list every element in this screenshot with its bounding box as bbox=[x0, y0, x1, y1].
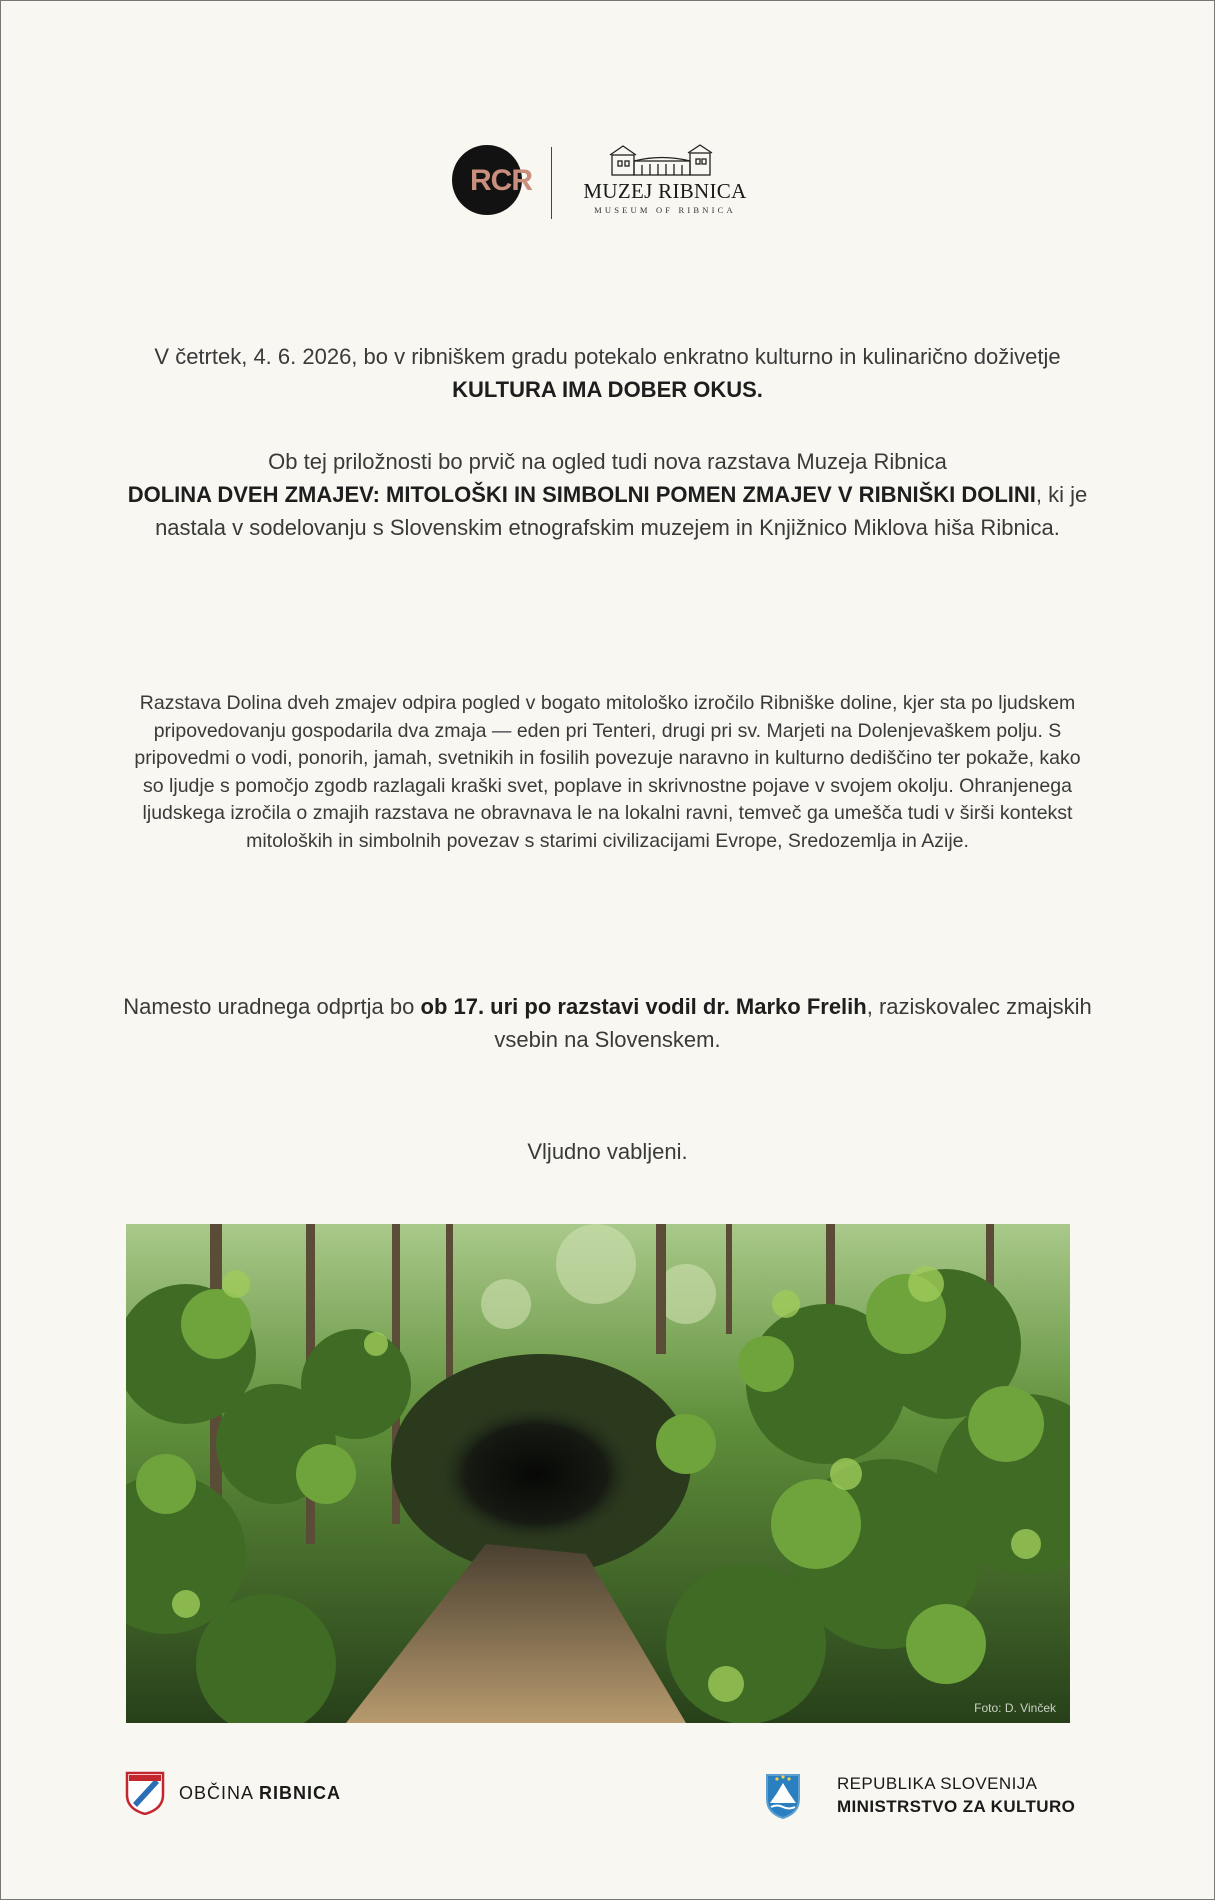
exhibition-intro: Ob tej priložnosti bo prvič na ogled tudi nova razstava Muzeja Ribnica bbox=[268, 449, 947, 474]
ministry-name: MINISTRSTVO ZA KULTURO bbox=[837, 1797, 1076, 1816]
event-name: KULTURA IMA DOBER OKUS. bbox=[452, 377, 763, 402]
intro-text: V četrtek, 4. 6. 2026, bo v ribniškem gradu potekalo enkratno kulturno in kulinarično doživetje bbox=[154, 344, 1061, 369]
slovenia-crest-icon bbox=[765, 1773, 801, 1819]
museum-name: MUZEJ RIBNICA bbox=[583, 179, 747, 203]
logo-divider bbox=[551, 147, 552, 219]
castle-icon bbox=[608, 143, 714, 177]
republic-name: REPUBLIKA SLOVENIJA bbox=[837, 1774, 1038, 1793]
exhibition-title: DOLINA DVEH ZMAJEV: MITOLOŠKI IN SIMBOLNI POMEN ZMAJEV V RIBNIŠKI DOLINI bbox=[127, 482, 1036, 507]
guided-tour-paragraph bbox=[120, 990, 1095, 1056]
ribnica-crest-icon bbox=[125, 1771, 165, 1815]
tour-highlight: ob 17. uri po razstavi vodil dr. Marko Frelih bbox=[420, 994, 867, 1019]
tour-guide-role: , raziskovalec zmajskih vsebin na Slovenskem. bbox=[494, 994, 1092, 1052]
obcina-text bbox=[179, 1783, 341, 1804]
obcina-prefix: OBČINA bbox=[179, 1783, 254, 1803]
forest-illustration bbox=[126, 1224, 1070, 1723]
exhibition-paragraph bbox=[120, 445, 1095, 544]
intro-paragraph bbox=[120, 340, 1095, 406]
closing-invitation: Vljudno vabljeni. bbox=[527, 1139, 688, 1164]
rcr-logo-text: RCR bbox=[470, 164, 532, 197]
museum-subtitle: MUSEUM OF RIBNICA bbox=[594, 205, 736, 215]
forest-cave-photo bbox=[126, 1224, 1070, 1723]
header-logos bbox=[450, 143, 750, 223]
exhibition-partners: , ki je nastala v sodelovanju s Slovenskim etnografskim muzejem in Knjižnico Miklova hiša Ribnica. bbox=[155, 482, 1088, 540]
tour-intro: Namesto uradnega odprtja bo bbox=[123, 994, 421, 1019]
obcina-name: RIBNICA bbox=[259, 1783, 342, 1803]
ministry-logo bbox=[765, 1773, 1095, 1819]
exhibition-description: Razstava Dolina dveh zmajev odpira pogled v bogato mitološko izročilo Ribniške doline, kjer sta po ljudskem pripovedovanju gospodarila dva zmaja — eden pri Tenteri, drugi pri sv. Marjeti na Dolenjevaškem polju. S pripovedmi o vodi, ponorih, jamah, svetnikih in fosilih povezuje naravno in kulturno dediščino ter pokaže, kako so ljudje s pomočjo zgodb razlagali kraški svet, poplave in skrivnostne pojave v svojem okolju. Ohranjenega ljudskega izročila o zmajih razstava ne obravnava le na lokalni ravni, temveč ga umešča tudi v širši kontekst mitoloških in simbolnih povezav s starimi civilizacijami Evrope, Sredozemlja in Azije. bbox=[134, 692, 1081, 852]
obcina-ribnica-logo bbox=[125, 1771, 385, 1815]
photo-credit: Foto: D. Vinček bbox=[974, 1701, 1056, 1715]
